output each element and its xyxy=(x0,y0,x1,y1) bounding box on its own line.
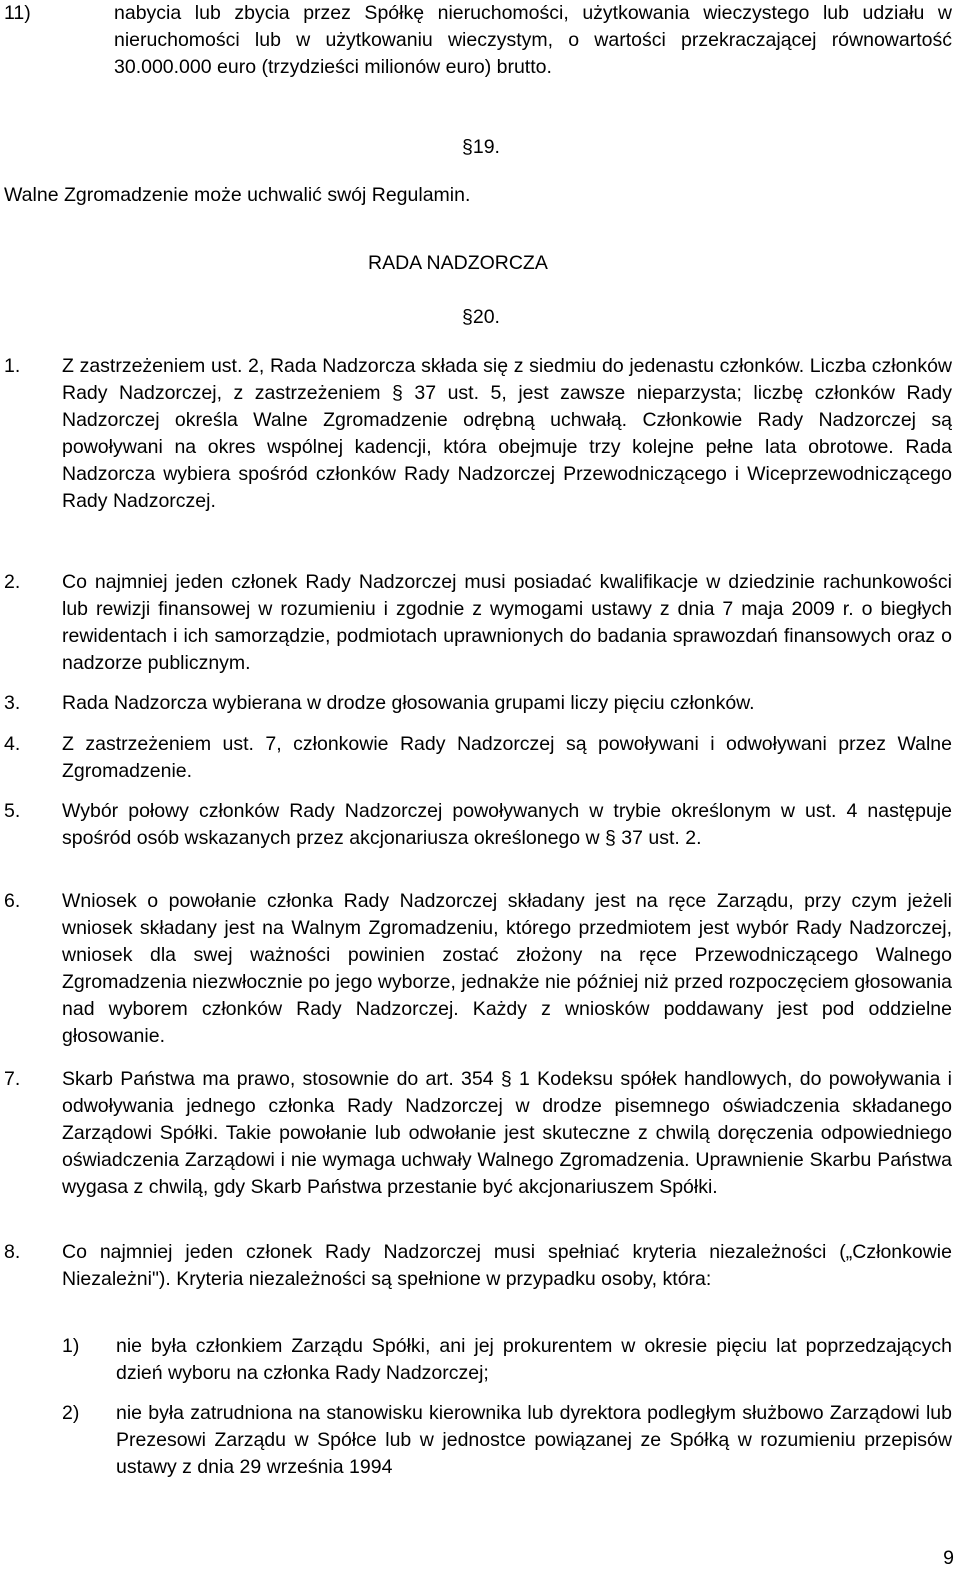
paragraph-item xyxy=(0,569,952,677)
paragraph-text: Co najmniej jeden członek Rady Nadzorczej musi spełniać kryteria niezależności („Członkowie Niezależni"). Kryteria niezależności są spełnione w przypadku osoby, która: xyxy=(62,1241,952,1290)
paragraph-item xyxy=(0,353,952,515)
paragraph-item xyxy=(0,690,952,717)
paragraph-item xyxy=(0,798,952,852)
paragraph-text: Wniosek o powołanie członka Rady Nadzorczej składany jest na ręce Zarządu, przy czym jeżeli wniosek składany jest na Walnym Zgromadzeniu, którego przedmiotem jest wybór Rady Nadzorczej, wniosek dla swej ważności powinien zostać złożony na ręce Przewodniczącego Walnego Zgromadzenia niezwłocznie po jego wyborze, jednakże nie później niż przed rozpoczęciem głosowania nad wyborem członków Rady Nadzorczej. Każdy z wniosków poddawany jest pod oddzielne głosowanie. xyxy=(62,890,952,1047)
paragraph-item xyxy=(0,731,952,785)
paragraph-number: 5. xyxy=(4,800,21,822)
subitem-text: nie była zatrudniona na stanowisku kierownika lub dyrektora podległym służbowo Zarządowi lub Prezesowi Zarządu w Spółce lub w jednostce powiązanej ze Spółką w rozumieniu przepisów ustawy z dnia 29 września 1994 xyxy=(116,1402,952,1478)
paragraph-number: 8. xyxy=(4,1241,21,1263)
paragraph-text: Wybór połowy członków Rady Nadzorczej powoływanych w trybie określonym w ust. 4 następuje spośród osób wskazanych przez akcjonariusza określonego w § 37 ust. 2. xyxy=(62,800,952,849)
chapter-title: RADA NADZORCZA xyxy=(368,252,548,274)
clause-item xyxy=(0,0,952,81)
section-heading: §19. xyxy=(462,136,500,158)
clause-number: 11) xyxy=(4,2,31,24)
subitem-number: 1) xyxy=(62,1335,80,1357)
subitem-number: 2) xyxy=(62,1402,80,1424)
paragraph-text: Z zastrzeżeniem ust. 2, Rada Nadzorcza składa się z siedmiu do jedenastu członków. Liczba członków Rady Nadzorczej, z zastrzeżeniem § 37 ust. 5, jest zawsze nieparzysta; liczbę członków Rady Nadzorczej określa Walne Zgromadzenie odrębną uchwałą. Członkowie Rady Nadzorczej są powoływani na okres wspólnej kadencji, która obejmuje trzy kolejne pełne lata obrotowe. Rada Nadzorcza wybiera spośród członków Rady Nadzorczej Przewodniczącego i Wiceprzewodniczącego Rady Nadzorczej. xyxy=(62,355,952,512)
paragraph-number: 7. xyxy=(4,1068,21,1090)
paragraph-item xyxy=(0,1066,952,1201)
subitem xyxy=(62,1400,952,1481)
paragraph-text: Co najmniej jeden członek Rady Nadzorczej musi posiadać kwalifikacje w dziedzinie rachunkowości lub rewizji finansowej w rozumieniu i zgodnie z wymogami ustawy z dnia 7 maja 2009 r. o biegłych rewidentach i ich samorządzie, podmiotach uprawnionych do badania sprawozdań finansowych oraz o nadzorze publicznym. xyxy=(62,571,952,674)
paragraph-number: 6. xyxy=(4,890,21,912)
paragraph-number: 4. xyxy=(4,733,21,755)
paragraph-text: Skarb Państwa ma prawo, stosownie do art. 354 § 1 Kodeksu spółek handlowych, do powoływania i odwoływania jednego członka Rady Nadzorczej w drodze pisemnego oświadczenia składanego Zarządowi Spółki. Takie powołanie lub odwołanie jest skuteczne z chwilą doręczenia odpowiedniego oświadczenia Zarządowi i nie wymaga uchwały Walnego Zgromadzenia. Uprawnienie Skarbu Państwa wygasa z chwilą, gdy Skarb Państwa przestanie być akcjonariuszem Spółki. xyxy=(62,1068,952,1198)
paragraph-text: Z zastrzeżeniem ust. 7, członkowie Rady Nadzorczej są powoływani i odwoływani przez Walne Zgromadzenie. xyxy=(62,733,952,782)
subitem-text: nie była członkiem Zarządu Spółki, ani jej prokurentem w okresie pięciu lat poprzedzających dzień wyboru na członka Rady Nadzorczej; xyxy=(116,1335,952,1384)
paragraph-number: 3. xyxy=(4,692,21,714)
paragraph-number: 2. xyxy=(4,571,21,593)
paragraph-item xyxy=(0,888,952,1050)
section-text: Walne Zgromadzenie może uchwalić swój Regulamin. xyxy=(4,184,471,206)
subitem xyxy=(62,1333,952,1387)
paragraph-item xyxy=(0,1239,952,1293)
section-heading: §20. xyxy=(462,306,500,328)
paragraph-number: 1. xyxy=(4,355,21,377)
clause-text: nabycia lub zbycia przez Spółkę nieruchomości, użytkowania wieczystego lub udziału w nieruchomości lub w użytkowaniu wieczystym, o wartości przekraczającej równowartość 30.000.000 euro (trzydzieści milionów euro) brutto. xyxy=(114,2,952,78)
paragraph-text: Rada Nadzorcza wybierana w drodze głosowania grupami liczy pięciu członków. xyxy=(62,692,755,714)
page-number: 9 xyxy=(943,1547,954,1569)
